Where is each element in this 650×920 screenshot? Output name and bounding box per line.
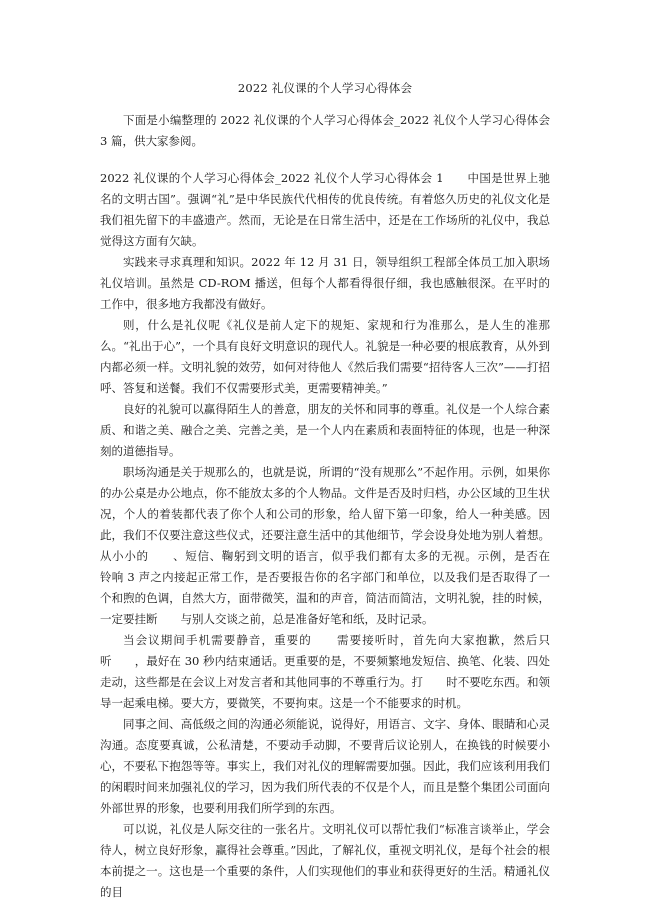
body-paragraph: 可以说，礼仪是人际交往的一张名片。文明礼仪可以帮忙我们“标准言谈举止，学会待人，树立良好形象，赢得社会尊重。”因此，了解礼仪，重视文明礼仪，是每个社会的根本前提之一。这也是一个重要的条件，人们实现他们的事业和获得更好的生活。精通礼仪的目 bbox=[100, 822, 550, 899]
body-paragraph: 则，什么是礼仪呢《礼仪是前人定下的规矩、家规和行为准那么，是人生的准那么。“礼出于心”，一个具有良好文明意识的现代人。礼貌是一种必要的根底教育，从外到内都必须一样。文明礼貌的效劳，如何对待他人《然后我们需要“招待客人三次”——打招呼、答复和送餐。我们不仅需要形式美，更需要精神美。” bbox=[100, 318, 550, 395]
body-paragraph: 同事之间、高低级之间的沟通必须能说，说得好，用语言、文字、身体、眼睛和心灵沟通。态度要真诚，公私清楚，不要动手动脚，不要背后议论别人，在换钱的时候要小心，不要私下抱怨等等。事实上，我们对礼仪的理解需要加强。因此，我们应该利用我们的闲暇时间来加强礼仪的学习，因为我们所代表的不仅是个人，而且是整个集团公司面向外部世界的形象，也要利用我们所学到的东西。 bbox=[100, 717, 550, 815]
body-paragraph: 实践来寻求真理和知识。2022 年 12 月 31 日，领导组织工程部全体员工加入职场礼仪培训。虽然是 CD-ROM 播送，但每个人都看得很仔细，我也感触很深。在平时的工作中，很多地方我都没有做好。 bbox=[100, 255, 550, 311]
body-paragraph: 职场沟通是关于规那么的，也就是说，所谓的“没有规那么”不起作用。示例，如果你的办公桌是办公地点，你不能放太多的个人物品。文件是否及时归档，办公区域的卫生状况，个人的着装都代表了你个人和公司的形象，给人留下第一印象，给人一种美感。因此，我们不仅要注意这些仪式，还要注意生活中的其他细节，学会设身处地为别人着想。从小小的 、短信、鞠躬到文明的语言，似乎我们都有太多的无视。示例，是否在 铃响 3 声之内接起正常工作，是否要报告你的名字部门和单位，以及我们是否取得了一个和煦的色调，自然大方，面带微笑，温和的声音，简洁而简洁，文明礼貌，挂的时候，一定要挂断 与别人交谈之前，总是准备好笔和纸，及时记录。 bbox=[100, 465, 573, 626]
document-body bbox=[100, 168, 573, 903]
intro-paragraph: 下面是小编整理的 2022 礼仪课的个人学习心得体会_2022 礼仪个人学习心得体会 3 篇，供大家参阅。 bbox=[100, 113, 550, 148]
body-paragraph: 良好的礼貌可以赢得陌生人的善意，朋友的关怀和同事的尊重。礼仪是一个人综合素质、和谐之美、融合之美、完善之美，是一个人内在素质和表面特征的体现，也是一种深刻的道德指导。 bbox=[100, 402, 550, 458]
body-paragraph: 2022 礼仪课的个人学习心得体会_2022 礼仪个人学习心得体会 1 中国是世界上驰名的文明古国”。强调“礼”是中华民族代代相传的优良传统。有着悠久历史的礼仪文化是我们祖先留下的丰盛遗产。然而，无论是在日常生活中，还是在工作场所的礼仪中，我总觉得这方面有欠缺。 bbox=[100, 171, 550, 248]
body-paragraph: 当会议期间手机需要静音，重要的 需要接听时，首先向大家抱歉，然后只听 ，最好在 30 秒内结束通话。更重要的是，不要频繁地发短信、换笔、化装、四处走动，这些都是在会议上对发言者和其他同事的不尊重行为。打 时不要吃东西。和领导一起乘电梯。要大方，要微笑，不要拘束。这是一个不能要求的时机。 bbox=[100, 633, 550, 710]
document-title: 2022 礼仪课的个人学习心得体会 bbox=[237, 81, 413, 95]
